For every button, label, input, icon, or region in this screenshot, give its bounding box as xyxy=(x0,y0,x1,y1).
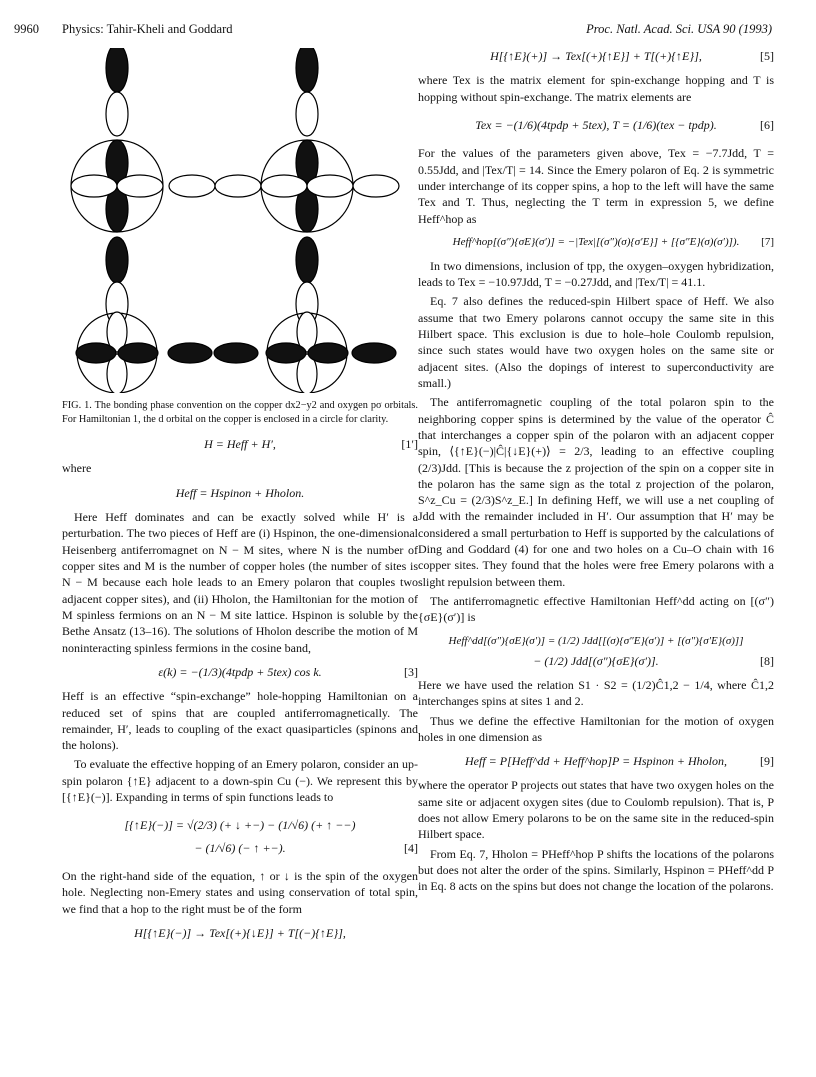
paragraph-two-dimensions: In two dimensions, inclusion of tpp, the oxygen–oxygen hybridization, leads to Tex = −10.97Jdd, T = −0.27Jdd, and |Tex/T| = 41.1. xyxy=(418,258,774,290)
paragraph-projection-operator: where the operator P projects out states that have two oxygen holes on the same site or adjacent oxygen sites (due to Coulomb repulsion). That is, P does not allow Emery polarons to be on the same site in the reduced-spin Hilbert space. xyxy=(418,778,774,842)
paragraph-parameter-values: For the values of the parameters given above, Tex = −7.7Jdd, T = 0.55Jdd, and |Tex/T| = 14. Since the Emery polaron of Eq. 2 is symmetric under interchange of its copper spins, a hop to the left will have the same Tex and T. Thus, neglecting the T term in expression 5, we define Heff^hop as xyxy=(418,146,774,226)
paragraph-hilbert-space: Eq. 7 also defines the reduced-spin Hilbert space of Heff. We also assume that two Emery polarons cannot occupy the same site in this Hilbert space. This exclusion is due to hole–hole Coulomb repulsion, since such states would have two oxygen holes on the same site or adjacent sites. (Also the dopings of interest to superconductivity are small.) xyxy=(418,294,774,390)
equation-8-line2: − (1/2) Jdd[(σ″){σE}(σ′)]. [8] xyxy=(533,653,774,668)
oxygen-p-orbital xyxy=(106,48,128,92)
equation-8-line1: Heff^dd[(σ″){σE}(σ′)] = (1/2) Jdd[[(σ){σ″E}(σ′)] + [(σ″){σ′E}(σ)]] xyxy=(448,634,744,647)
equation-heff: Heff = Hspinon + Hholon. xyxy=(175,485,305,500)
orbital-diagram xyxy=(62,48,402,393)
equation-7: Heff^hop[(σ″){σE}(σ′)] = −|Tex|[(σ″)(σ){σ′E}] + [{σ″E}(σ)(σ′)]). [7] xyxy=(452,235,774,248)
equation-1prime: H = Heff + H′, [1′] xyxy=(204,437,418,452)
paragraph-emery-polaron: To evaluate the effective hopping of an Emery polaron, consider an up-spin polaron {↑E} adjacent to a down-spin Cu (−). We represent this by [{↑E}(−)]. Expanding in terms of spin functions leads to xyxy=(62,757,418,805)
paragraph-oxygen-spin: On the right-hand side of the equation, ↑ or ↓ is the spin of the oxygen hole. Neglecting non-Emery states and using conservation of total spin, we find that a hop to the right must be of the form xyxy=(62,869,418,916)
equation-4-line1: [{↑E}(−)] = √(2/3) (+ ↓ +−) − (1/√6) (+ ↑ −−) xyxy=(124,818,356,833)
paragraph-matrix-elements: where Tex is the matrix element for spin-exchange hopping and T is hopping without spin-exchange. The matrix elements are xyxy=(418,73,774,104)
equation-3: ε(k) = −(1/3)(4tpdp + 5tex) cos k. [3] xyxy=(158,664,418,679)
left-column xyxy=(62,48,418,949)
equation-hop-right: H[{↑E}(−)] → Tex[(+){↓E}] + T[(−){↑E}], xyxy=(134,925,346,940)
text-where: where xyxy=(62,461,92,476)
journal-citation: Proc. Natl. Acad. Sci. USA 90 (1993) xyxy=(586,22,772,36)
paragraph-heff: Here Heff dominates and can be exactly solved while H′ is a perturbation. The two pieces of Heff are (i) Hspinon, the one-dimensional Heisenberg antiferromagnet on N − M sites, where N is the number of copper sites and M is the number of copper holes (the number of sites is N − M because each hole leads to an Emery polaron that couples two adjacent copper sites), and (ii) Hholon, the Hamiltonian for the motion of M spinless fermions on an N − M site lattice. Hspinon is soluble by the Bethe Ansatz (13–16). The solutions of Hholon describe the motion of M noninteracting spinless fermions in the cosine band, xyxy=(62,510,418,655)
oxygen-p-orbital xyxy=(106,92,128,136)
equation-6: Tex = −(1/6)(4tpdp + 5tex), T = (1/6)(tex − tpdp). [6] xyxy=(475,117,774,132)
right-column xyxy=(418,48,774,898)
paragraph-effective-hamiltonian: Thus we define the effective Hamiltonian for the motion of oxygen holes in one dimension as xyxy=(418,713,774,744)
equation-5: H[{↑E}(+)] → Tex[(+){↑E}] + T[(+){↑E}], [5] xyxy=(490,49,774,63)
page-number: 9960 xyxy=(14,22,39,36)
paragraph-spin-exchange: Heff is an effective “spin-exchange” hole-hopping Hamiltonian on a reduced set of spins that are coupled antiferromagnetically. The remainder, H′, leads to coupling of the exact quasiparticles (spinons and the holons). xyxy=(62,689,418,753)
equation-9: Heff = P[Heff^dd + Heff^hop]P = Hspinon + Hholon, [9] xyxy=(465,754,774,769)
paragraph-heff-dd: The antiferromagnetic effective Hamiltonian Heff^dd acting on [(σ″){σE}(σ′)] is xyxy=(418,594,774,625)
figure-caption: FIG. 1. The bonding phase convention on the copper dx2−y2 and oxygen pσ orbitals. For Hamiltonian 1, the d orbital on the copper is enclosed in a circle for clarity. xyxy=(62,400,418,425)
running-title: Physics: Tahir-Kheli and Goddard xyxy=(62,22,233,36)
equation-4-line2: − (1/√6) (− ↑ +−). [4] xyxy=(194,840,418,855)
paragraph-antiferromagnetic-coupling: The antiferromagnetic coupling of the total polaron spin to the neighboring copper spins is determined by the value of the operator Ĉ that interchanges a copper spin of the polaron with an adjacent copper spin, ⟨{↑E}(−)|Ĉ|{↓E}(+)⟩ = 2/3, leading to an effective coupling (2/3)Jdd. [This is because the z projection of the spin on a copper site in the polaron has the same sign as the total z projection of the polaron, S^z_Cu = (2/3)S^z_E.] In defining Heff, we will use a net coupling of Jdd with the remainder included in H′. Our assumption that H′ may be considered a small perturbation to Heff is supported by the calculations of Ding and Goddard (4) for one and two holes on a Cu–O chain with 16 copper sites. They found that the holes were free Emery polarons with a slight repulsion between them. xyxy=(418,395,774,589)
paragraph-holon-spinon: From Eq. 7, Hholon = PHeff^hop P shifts the locations of the polarons but does not alter the order of the spins. Similarly, Hspinon = PHeff^dd P in Eq. 8 acts on the spins but does not change the location of the polarons. xyxy=(418,846,774,894)
paragraph-spin-relation: Here we have used the relation S1 · S2 = (1/2)Ĉ1,2 − 1/4, where Ĉ1,2 interchanges spins at sites 1 and 2. xyxy=(418,677,774,709)
